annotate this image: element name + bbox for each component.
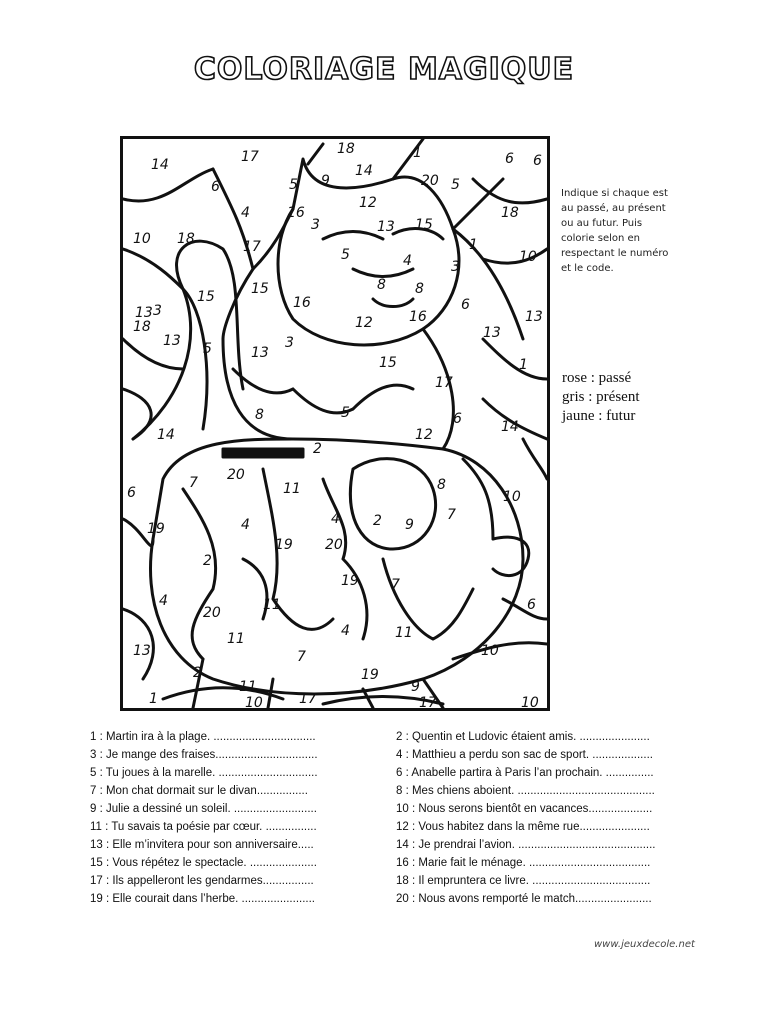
cell-number: 2 xyxy=(373,513,382,529)
sentence-item[interactable]: 3 : Je mange des fraises................................ xyxy=(90,749,318,761)
cell-number: 10 xyxy=(521,695,539,711)
cell-number: 8 xyxy=(377,277,386,293)
page-title: COLORIAGE MAGIQUE xyxy=(193,52,575,87)
cell-number: 18 xyxy=(501,205,519,221)
cell-number: 19 xyxy=(147,521,165,537)
cell-number: 10 xyxy=(503,489,521,505)
cell-number: 6 xyxy=(505,151,514,167)
instructions-text: Indique si chaque est au passé, au présent ou au futur. Puis colorie selon en respectant le numéro et le code. xyxy=(561,188,669,274)
cell-number: 11 xyxy=(263,597,281,613)
sentence-list xyxy=(90,731,690,911)
cell-number: 6 xyxy=(453,411,462,427)
cell-number: 12 xyxy=(355,315,373,331)
cell-number: 18 xyxy=(337,141,355,157)
cell-number: 8 xyxy=(415,281,424,297)
cell-number: 9 xyxy=(321,173,330,189)
sentence-item[interactable]: 14 : Je prendrai l’avion. ........................................... xyxy=(396,839,656,851)
cell-number: 17 xyxy=(435,375,453,391)
cell-number: 17 xyxy=(241,149,259,165)
drawing-outline xyxy=(123,139,547,708)
cell-number: 9 xyxy=(411,679,420,695)
cell-number: 4 xyxy=(403,253,412,269)
cell-number: 10 xyxy=(519,249,537,265)
cell-number: 11 xyxy=(227,631,245,647)
cell-number: 8 xyxy=(255,407,264,423)
cell-number: 1 xyxy=(469,237,478,253)
cell-number: 20 xyxy=(227,467,245,483)
cell-number: 1 xyxy=(413,145,422,161)
sentence-item[interactable]: 7 : Mon chat dormait sur le divan................ xyxy=(90,785,308,797)
sentence-item[interactable]: 12 : Vous habitez dans la même rue...................... xyxy=(396,821,650,833)
cell-number: 20 xyxy=(325,537,343,553)
cell-number: 1 xyxy=(519,357,528,373)
cell-number: 14 xyxy=(157,427,175,443)
cell-number: 18 xyxy=(177,231,195,247)
cell-number: 12 xyxy=(415,427,433,443)
cell-number: 13 xyxy=(483,325,501,341)
cell-number: 2 xyxy=(203,553,212,569)
cell-number: 12 xyxy=(359,195,377,211)
cell-number: 5 xyxy=(203,341,212,357)
cell-number: 2 xyxy=(313,441,322,457)
cell-number: 6 xyxy=(527,597,536,613)
cell-number: 3 xyxy=(153,303,162,319)
sentence-item[interactable]: 1 : Martin ira à la plage. ................................ xyxy=(90,731,316,743)
sentence-item[interactable]: 11 : Tu savais ta poésie par cœur. ................ xyxy=(90,821,317,833)
cell-number: 6 xyxy=(461,297,470,313)
sentence-item[interactable]: 6 : Anabelle partira à Paris l’an prochain. ............... xyxy=(396,767,654,779)
cell-number: 19 xyxy=(361,667,379,683)
cell-number: 5 xyxy=(341,405,350,421)
cell-number: 17 xyxy=(299,691,317,707)
cell-number: 7 xyxy=(189,475,198,491)
cell-number: 7 xyxy=(391,577,400,593)
cell-number: 10 xyxy=(133,231,151,247)
cell-number: 15 xyxy=(379,355,397,371)
cell-number: 5 xyxy=(451,177,460,193)
cell-number: 3 xyxy=(311,217,320,233)
sentence-item[interactable]: 2 : Quentin et Ludovic étaient amis. ...................... xyxy=(396,731,650,743)
cell-number: 1 xyxy=(149,691,158,707)
cell-number: 13 xyxy=(525,309,543,325)
sentence-item[interactable]: 8 : Mes chiens aboient. ........................................... xyxy=(396,785,655,797)
cell-number: 20 xyxy=(421,173,439,189)
cell-number: 14 xyxy=(151,157,169,173)
cell-number: 15 xyxy=(251,281,269,297)
cell-number: 13 xyxy=(133,643,151,659)
cell-number: 6 xyxy=(127,485,136,501)
cell-number: 7 xyxy=(447,507,456,523)
sentence-item[interactable]: 17 : Ils appelleront les gendarmes................ xyxy=(90,875,314,887)
sentence-item[interactable]: 10 : Nous serons bientôt en vacances.................... xyxy=(396,803,653,815)
cell-number: 11 xyxy=(283,481,301,497)
cell-number: 10 xyxy=(481,643,499,659)
sentence-item[interactable]: 9 : Julie a dessiné un soleil. .......................... xyxy=(90,803,317,815)
coloring-drawing[interactable] xyxy=(120,136,550,711)
sentence-item[interactable]: 5 : Tu joues à la marelle. ............................... xyxy=(90,767,318,779)
cell-number: 4 xyxy=(341,623,350,639)
legend-item-grey: gris : présent xyxy=(562,389,640,405)
cell-number: 5 xyxy=(289,177,298,193)
legend-item-pink: rose : passé xyxy=(562,370,632,386)
cell-number: 5 xyxy=(341,247,350,263)
cell-number: 14 xyxy=(501,419,519,435)
cell-number: 13 xyxy=(163,333,181,349)
cell-number: 2 xyxy=(193,665,202,681)
sentence-item[interactable]: 16 : Marie fait le ménage. ...................................... xyxy=(396,857,651,869)
cell-number: 4 xyxy=(241,205,250,221)
cell-number: 16 xyxy=(287,205,305,221)
cell-number: 13 xyxy=(251,345,269,361)
cell-number: 8 xyxy=(437,477,446,493)
cell-number: 11 xyxy=(395,625,413,641)
footer-website: www.jeuxdecole.net xyxy=(594,939,695,950)
cell-number: 11 xyxy=(239,679,257,695)
cell-number: 19 xyxy=(275,537,293,553)
cell-number: 17 xyxy=(419,695,437,711)
cell-number: 3 xyxy=(285,335,294,351)
legend-item-yellow: jaune : futur xyxy=(562,408,636,424)
sentence-item[interactable]: 18 : Il empruntera ce livre. ..................................... xyxy=(396,875,651,887)
cell-number: 7 xyxy=(297,649,306,665)
sentence-item[interactable]: 13 : Elle m’invitera pour son anniversaire..... xyxy=(90,839,314,851)
cell-number: 14 xyxy=(355,163,373,179)
cell-number: 16 xyxy=(293,295,311,311)
cell-number: 10 xyxy=(245,695,263,711)
cell-number: 19 xyxy=(341,573,359,589)
cell-number: 15 xyxy=(415,217,433,233)
cell-number: 13 xyxy=(135,305,153,321)
cell-number: 16 xyxy=(409,309,427,325)
sentence-item[interactable]: 15 : Vous répétez le spectacle. ..................... xyxy=(90,857,317,869)
cell-number: 13 xyxy=(377,219,395,235)
cell-number: 6 xyxy=(533,153,542,169)
cell-number: 6 xyxy=(211,179,220,195)
color-legend xyxy=(562,369,712,426)
cell-number: 4 xyxy=(331,511,340,527)
cell-number: 15 xyxy=(197,289,215,305)
cell-number: 3 xyxy=(451,259,460,275)
cell-number: 4 xyxy=(159,593,168,609)
sentence-item[interactable]: 4 : Matthieu a perdu son sac de sport. ................... xyxy=(396,749,653,761)
cell-number: 17 xyxy=(243,239,261,255)
cell-number: 20 xyxy=(203,605,221,621)
sentence-item[interactable]: 20 : Nous avons remporté le match........................ xyxy=(396,893,652,905)
cell-number: 18 xyxy=(133,319,151,335)
cell-number: 4 xyxy=(241,517,250,533)
cell-number: 9 xyxy=(405,517,414,533)
sentence-item[interactable]: 19 : Elle courait dans l’herbe. ....................... xyxy=(90,893,315,905)
